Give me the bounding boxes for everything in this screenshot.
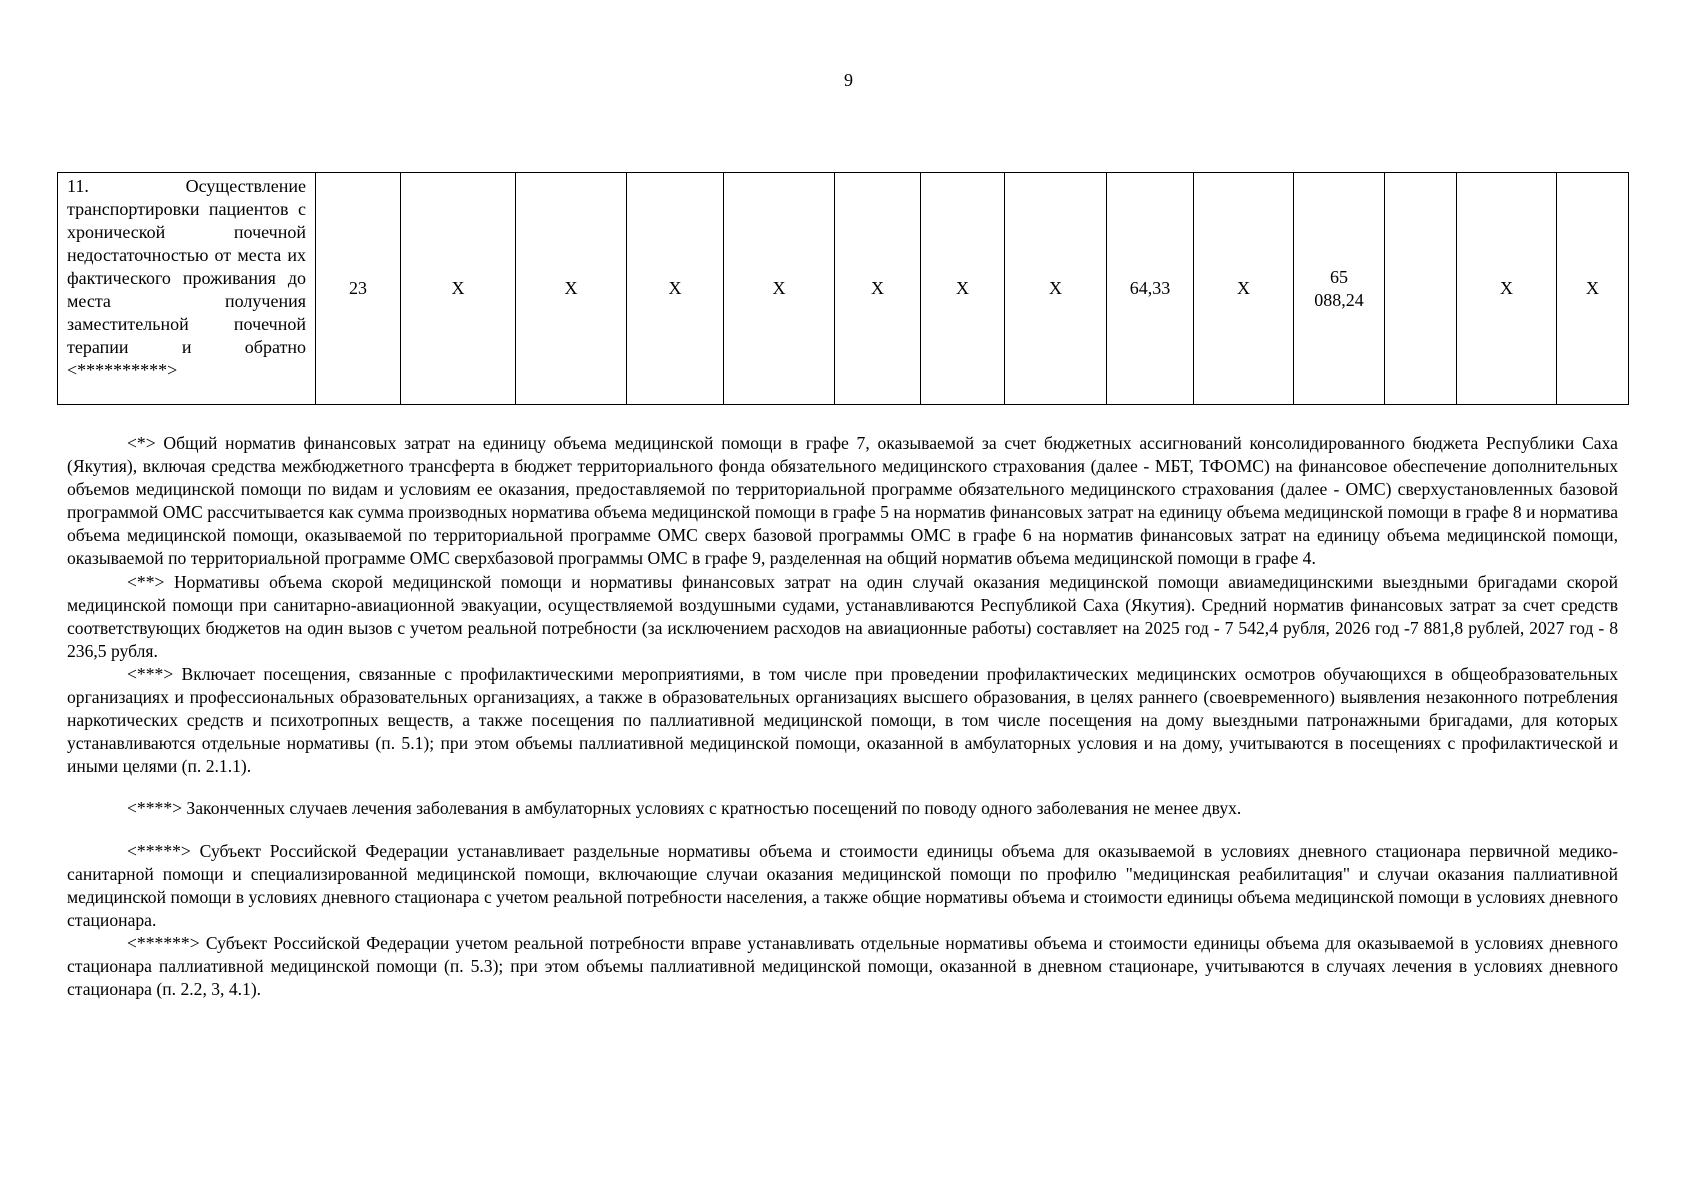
footnote: <******> Субъект Российской Федерации учетом реальной потребности вправе устанавливать отдельные нормативы объема и стоимости единицы объема для оказываемой в условиях дневного стационара паллиативной медицинской помощи (п. 5.3); при этом объемы паллиативной медицинской помощи, оказанной в дневном стационаре, учитываются в случаях лечения в условиях дневного стационара (п. 2.2, 3, 4.1). <box>67 932 1618 1000</box>
footnote: <****> Законченных случаев лечения заболевания в амбулаторных условиях с кратностью посещений по поводу одного заболевания не менее двух. <box>127 798 1242 819</box>
table-cell: Х <box>921 173 1005 405</box>
page-number: 9 <box>844 70 853 90</box>
table-cell: Х <box>1457 173 1557 405</box>
table-cell <box>1385 173 1457 405</box>
footnote: <***> Включает посещения, связанные с профилактическими мероприятиями, в том числе при проведении профилактических медицинских осмотров обучающихся в общеобразовательных организациях и профессиональных образовательных организациях, а также в образовательных организациях высшего образования, в целях раннего (своевременного) выявления незаконного потребления наркотических средств и психотропных веществ, а также посещения по паллиативной медицинской помощи, в том числе посещения на дому выездными патронажными бригадами, для которых устанавливаются отдельные нормативы (п. 5.1); при этом объемы паллиативной медицинской помощи, оказанной в амбулаторных условия и на дому, учитываются в посещениях с профилактической и иными целями (п. 2.1.1). <box>67 663 1618 777</box>
table-cell: Х <box>1194 173 1294 405</box>
table-cell: 65 088,24 <box>1294 173 1385 405</box>
norms-table <box>57 172 1629 405</box>
table-cell: Х <box>1005 173 1107 405</box>
table-cell: Х <box>835 173 921 405</box>
footnotes <box>67 432 1618 1001</box>
footnote: <*****> Субъект Российской Федерации устанавливает раздельные нормативы объема и стоимости единицы объема для оказываемой в условиях дневного стационара первичной медико-санитарной помощи и специализированной медицинской помощи, включающие случаи оказания медицинской помощи по профилю "медицинская реабилитация" и случаи оказания паллиативной медицинской помощи в условиях дневного стационара с учетом реальной потребности населения, а также общие нормативы объема и стоимости единицы объема медицинской помощи в условиях дневного стационара. <box>67 840 1618 930</box>
table-cell: 64,33 <box>1107 173 1194 405</box>
table-row <box>58 173 1629 405</box>
row-label: 11. Осуществление транспортировки пациентов с хронической почечной недостаточностью от места их фактического проживания до места получения заместительной почечной терапии и обратно <**********> <box>58 173 316 405</box>
footnote: <**> Нормативы объема скорой медицинской помощи и нормативы финансовых затрат на один случай оказания медицинской помощи авиамедицинскими выездными бригадами скорой медицинской помощи при санитарно-авиационной эвакуации, осуществляемой воздушными судами, устанавливаются Республикой Саха (Якутия). Средний норматив финансовых затрат за счет средств соответствующих бюджетов на один вызов с учетом реальной потребности (за исключением расходов на авиационные работы) составляет на 2025 год - 7 542,4 рубля, 2026 год -7 881,8 рублей, 2027 год - 8 236,5 рубля. <box>67 571 1618 661</box>
table-cell: Х <box>1557 173 1629 405</box>
table-cell: 23 <box>316 173 401 405</box>
table-cell: Х <box>627 173 724 405</box>
table-cell: Х <box>401 173 516 405</box>
table-cell: Х <box>516 173 627 405</box>
footnote: <*> Общий норматив финансовых затрат на единицу объема медицинской помощи в графе 7, оказываемой за счет бюджетных ассигнований консолидированного бюджета Республики Саха (Якутия), включая средства межбюджетного трансферта в бюджет территориального фонда обязательного медицинского страхования (далее - МБТ, ТФОМС) на финансовое обеспечение дополнительных объемов медицинской помощи по видам и условиям ее оказания, предоставляемой по территориальной программе обязательного медицинского страхования (далее - ОМС) сверхустановленных базовой программой ОМС рассчитывается как сумма производных норматива объема медицинской помощи в графе 5 на норматив финансовых затрат на единицу объема медицинской помощи в графе 8 и норматива объема медицинской помощи, оказываемой по территориальной программе ОМС сверх базовой программы ОМС в графе 6 на норматив финансовых затрат на единицу объема медицинской помощи, оказываемой по территориальной программе ОМС сверхбазовой программы ОМС в графе 9, разделенная на общий норматив объема медицинской помощи в графе 4. <box>67 433 1618 569</box>
table-cell: Х <box>724 173 835 405</box>
